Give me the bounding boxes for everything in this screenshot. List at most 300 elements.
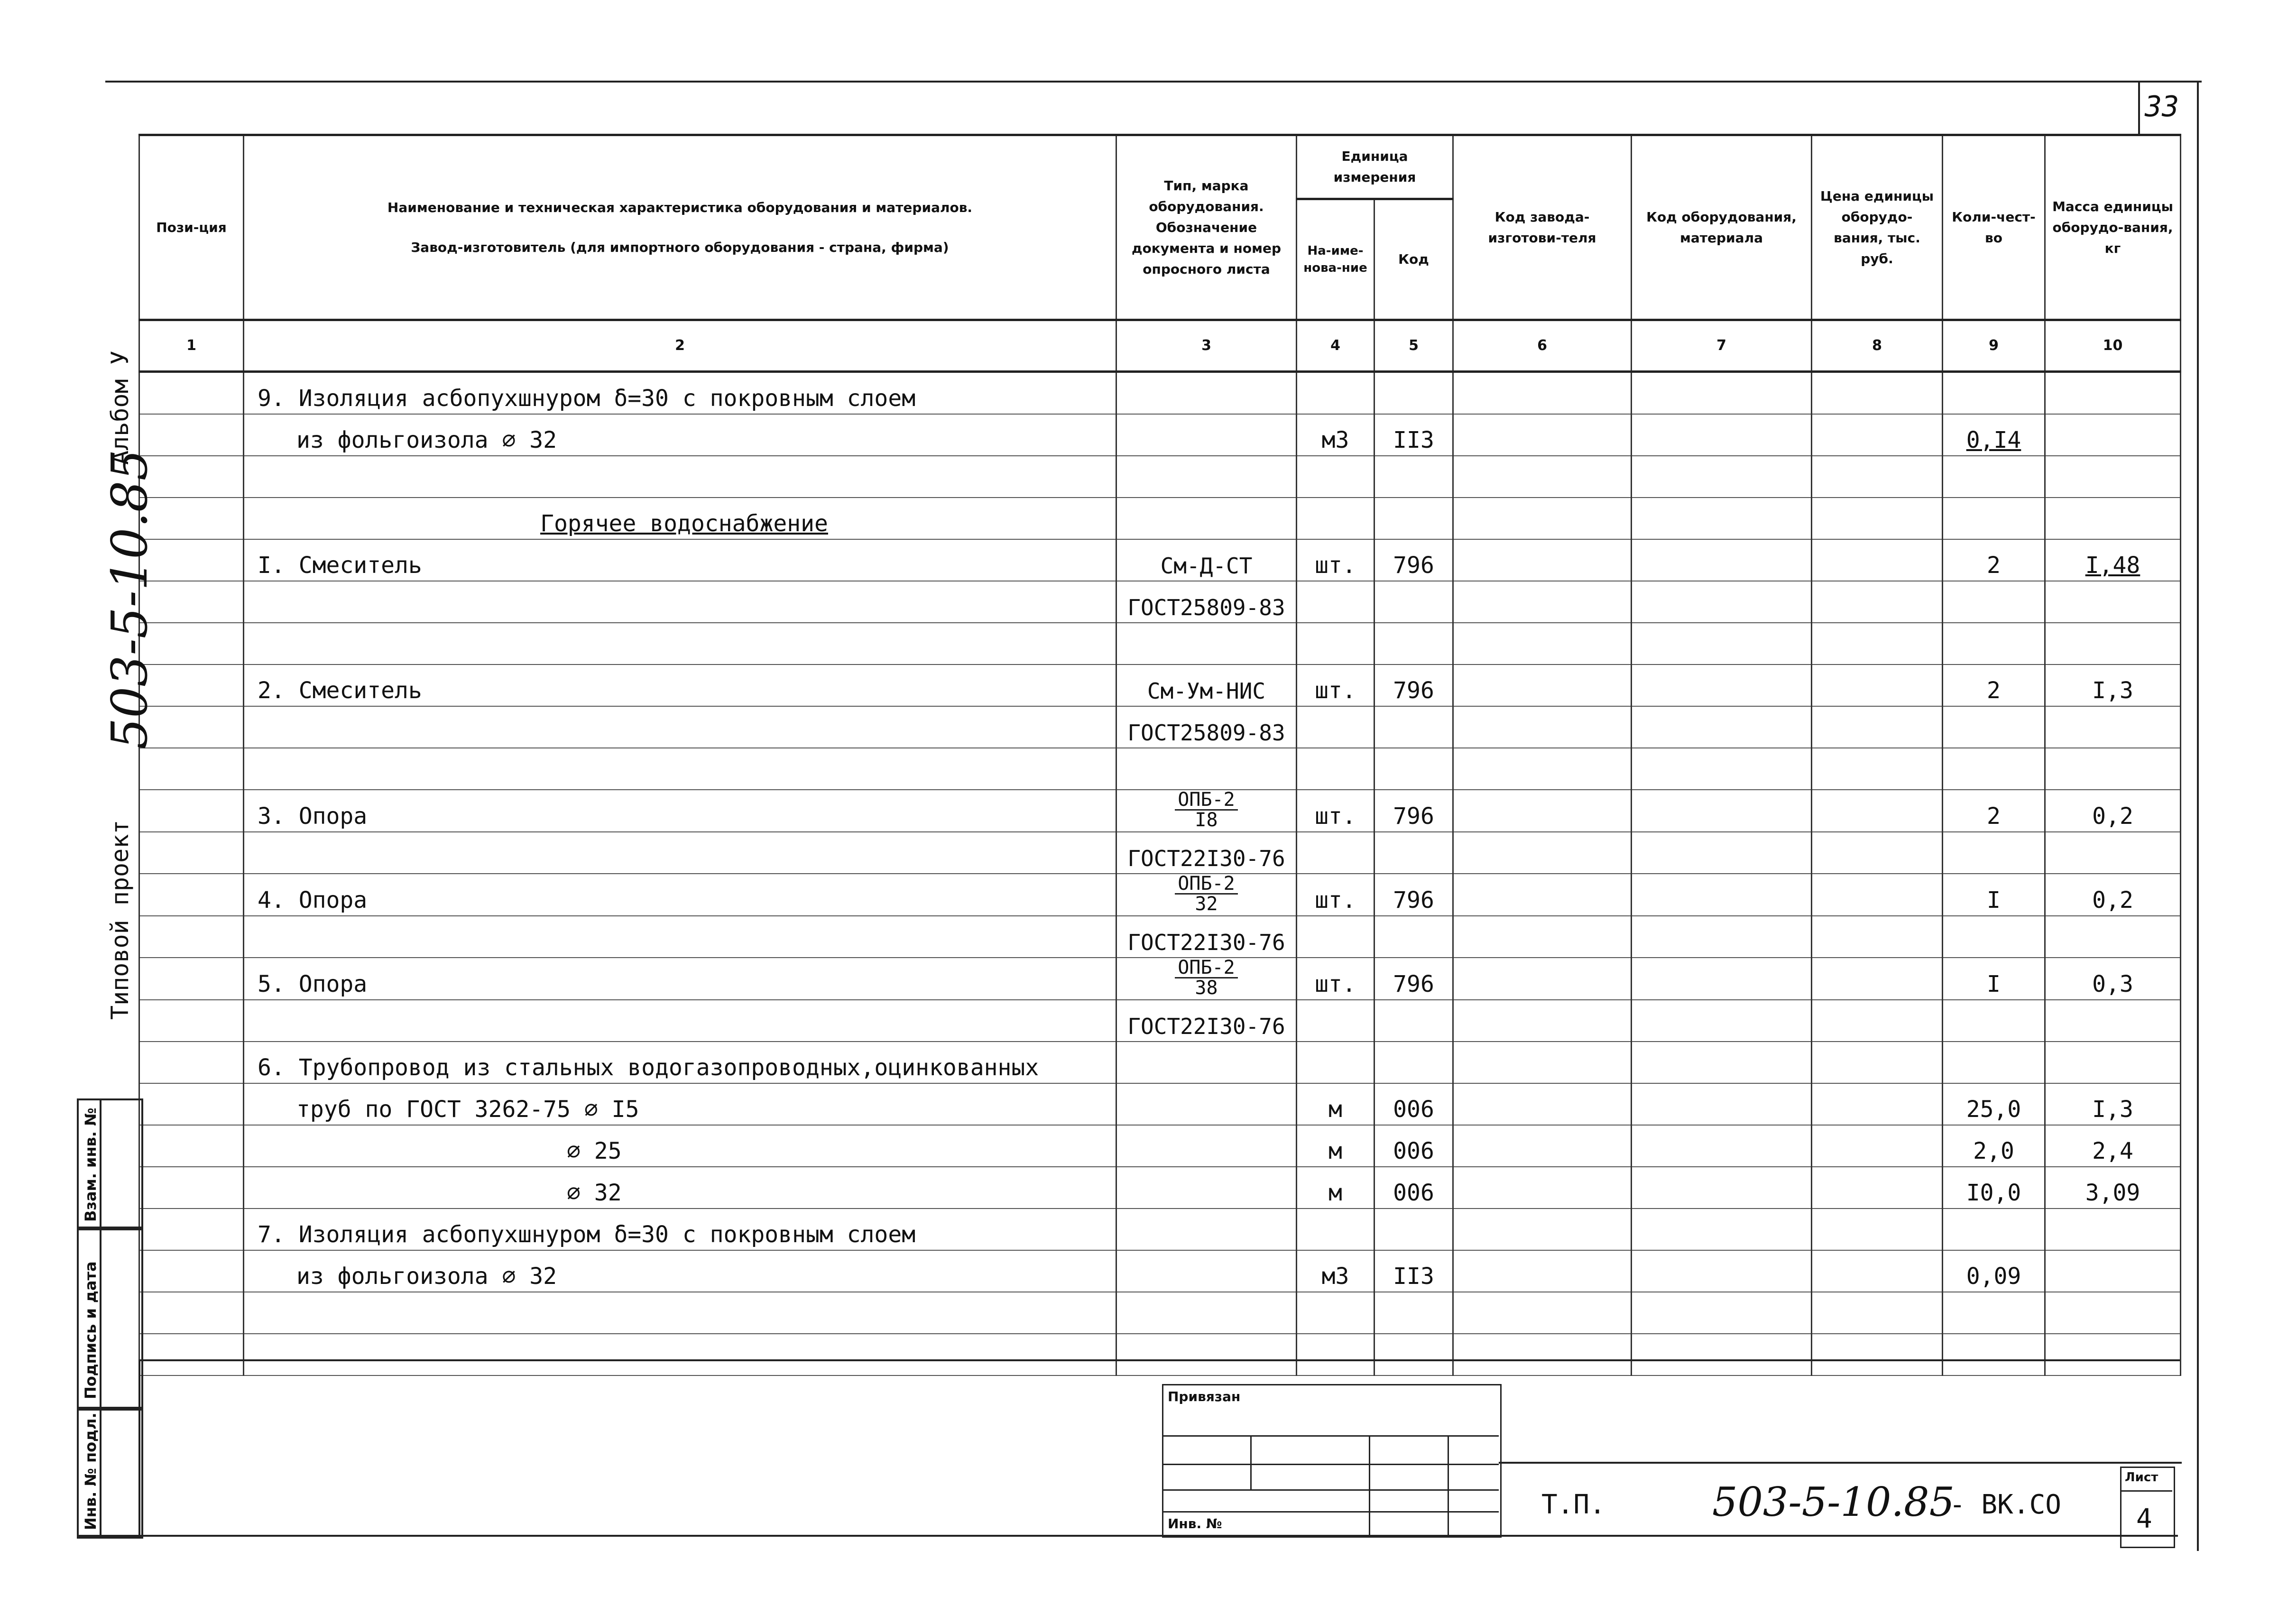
cell-price (1812, 1292, 1943, 1334)
cell-quantity: 0,I4 (1943, 414, 2045, 456)
cell-factory-code (1453, 1209, 1632, 1250)
cell-type: ГОСТ22I30-76 (1116, 916, 1297, 958)
inv-no-label: Инв. № (1168, 1516, 1222, 1532)
cell-factory-code (1453, 1000, 1632, 1042)
cell-price (1812, 748, 1943, 790)
cell-mass (2045, 748, 2181, 790)
cell-position (139, 1334, 244, 1375)
sheet-label: Лист (2125, 1470, 2158, 1485)
cell-type (1116, 874, 1297, 916)
cell-mass (2045, 916, 2181, 958)
colnum-8: 8 (1812, 320, 1943, 372)
cell-name (244, 623, 1116, 664)
cell-quantity (1943, 498, 2045, 539)
cell-name: ∅ 25 (244, 1125, 1116, 1167)
header-mass: Масса единицы оборудо-вания, кг (2045, 135, 2181, 320)
cell-material-code (1632, 1083, 1812, 1125)
table-row (139, 581, 2181, 623)
cell-price (1812, 498, 1943, 539)
cell-factory-code (1453, 706, 1632, 748)
colnum-1: 1 (139, 320, 244, 372)
header-unit-name: На-име-нова-ние (1297, 199, 1374, 320)
cell-position (139, 748, 244, 790)
cell-position (139, 916, 244, 958)
cell-quantity (1943, 748, 2045, 790)
cell-unit-code: II3 (1374, 414, 1453, 456)
cell-quantity: 2 (1943, 664, 2045, 706)
cell-material-code (1632, 1334, 1812, 1375)
cell-type (1116, 1250, 1297, 1292)
header-name-line2: Завод-изготовитель (для импортного оборудования - страна, фирма) (411, 239, 949, 255)
cell-position (139, 1000, 244, 1042)
cell-name (244, 832, 1116, 874)
cell-mass: 2,4 (2045, 1125, 2181, 1167)
cell-factory-code (1453, 539, 1632, 581)
table-row (139, 623, 2181, 664)
corner-sheet-number: 33 (2145, 90, 2179, 123)
corner-sheet-box-line (2138, 81, 2140, 134)
cell-factory-code (1453, 664, 1632, 706)
header-number-row (139, 320, 2181, 372)
cell-name: 7. Изоляция асбопухшнуром δ=30 с покровным слоем (244, 1209, 1116, 1250)
cell-name (244, 581, 1116, 623)
cell-name: из фольгоизола ∅ 32 (244, 1250, 1116, 1292)
cell-position (139, 1250, 244, 1292)
cell-material-code (1632, 1000, 1812, 1042)
table-row (139, 1209, 2181, 1250)
stamp-label-sign-date: Подпись и дата (82, 1261, 100, 1399)
table-row (139, 1250, 2181, 1292)
table-row (139, 1125, 2181, 1167)
cell-quantity (1943, 1042, 2045, 1083)
cell-type (1116, 1083, 1297, 1125)
cell-material-code (1632, 1167, 1812, 1209)
cell-type (1116, 1292, 1297, 1334)
bound-box (1162, 1384, 1502, 1538)
cell-price (1812, 372, 1943, 415)
stamp-label-inv-orig: Инв. № подл. (82, 1412, 100, 1530)
cell-unit (1297, 1000, 1374, 1042)
cell-mass (2045, 498, 2181, 539)
cell-material-code (1632, 748, 1812, 790)
cell-name: 3. Опора (244, 790, 1116, 832)
cell-quantity: I (1943, 958, 2045, 1000)
cell-price (1812, 456, 1943, 498)
cell-unit-code: 006 (1374, 1167, 1453, 1209)
cell-unit-code (1374, 1209, 1453, 1250)
cell-factory-code (1453, 372, 1632, 415)
header-name (244, 135, 1116, 320)
cell-quantity: 25,0 (1943, 1083, 2045, 1125)
cell-position (139, 1083, 244, 1125)
cell-quantity: 2 (1943, 790, 2045, 832)
side-label-project-code: 503-5-10.85 (101, 449, 158, 749)
cell-name: труб по ГОСТ 3262-75 ∅ I5 (244, 1083, 1116, 1125)
cell-unit: шт. (1297, 664, 1374, 706)
header-quantity: Коли-чест-во (1943, 135, 2045, 320)
colnum-2: 2 (244, 320, 1116, 372)
cell-quantity (1943, 1292, 2045, 1334)
cell-unit (1297, 498, 1374, 539)
header-price: Цена единицы оборудо-вания, тыс. руб. (1812, 135, 1943, 320)
table-row (139, 832, 2181, 874)
table-row (139, 456, 2181, 498)
table-row (139, 664, 2181, 706)
stamp-label-replace-inv: Взам. инв. № (82, 1107, 100, 1222)
side-label-typical-project: Типовой проект (106, 820, 134, 1020)
type-fraction-numerator: ОПБ-2 (1175, 874, 1237, 895)
cell-name: 9. Изоляция асбопухшнуром δ=30 с покровным слоем (244, 372, 1116, 415)
cell-unit (1297, 1042, 1374, 1083)
cell-name (244, 1292, 1116, 1334)
header-material-code: Код оборудования, материала (1632, 135, 1812, 320)
cell-type: ГОСТ22I30-76 (1116, 1000, 1297, 1042)
cell-factory-code (1453, 1334, 1632, 1375)
cell-type (1116, 790, 1297, 832)
cell-unit-code (1374, 706, 1453, 748)
cell-material-code (1632, 581, 1812, 623)
cell-price (1812, 1083, 1943, 1125)
cell-price (1812, 623, 1943, 664)
colnum-3: 3 (1116, 320, 1297, 372)
cell-material-code (1632, 1292, 1812, 1334)
cell-material-code (1632, 623, 1812, 664)
cell-factory-code (1453, 790, 1632, 832)
cell-factory-code (1453, 1083, 1632, 1125)
bottom-border-line (77, 1535, 2178, 1537)
cell-unit-code (1374, 456, 1453, 498)
table-row (139, 958, 2181, 1000)
cell-unit (1297, 1209, 1374, 1250)
side-label-album: Альбом У (106, 351, 134, 465)
cell-name: 5. Опора (244, 958, 1116, 1000)
cell-mass: 3,09 (2045, 1167, 2181, 1209)
title-block-left-line (138, 1359, 140, 1536)
cell-type: См-Ум-НИС (1116, 664, 1297, 706)
cell-unit-code: II3 (1374, 1250, 1453, 1292)
table-row (139, 372, 2181, 415)
cell-mass: I,3 (2045, 664, 2181, 706)
type-fraction (1175, 958, 1237, 997)
colnum-5: 5 (1374, 320, 1453, 372)
table-row (139, 1334, 2181, 1375)
specification-body (139, 372, 2181, 1376)
cell-quantity (1943, 916, 2045, 958)
bound-box-col2 (1369, 1435, 1370, 1535)
cell-name: Горячее водоснабжение (244, 498, 1116, 539)
cell-position (139, 832, 244, 874)
cell-factory-code (1453, 1292, 1632, 1334)
cell-factory-code (1453, 456, 1632, 498)
cell-type (1116, 498, 1297, 539)
cell-price (1812, 1209, 1943, 1250)
cell-unit-code: 796 (1374, 790, 1453, 832)
cell-position (139, 1042, 244, 1083)
cell-material-code (1632, 1209, 1812, 1250)
cell-price (1812, 958, 1943, 1000)
cell-name: 2. Смеситель (244, 664, 1116, 706)
cell-quantity: 2,0 (1943, 1125, 2045, 1167)
cell-factory-code (1453, 581, 1632, 623)
cell-unit (1297, 456, 1374, 498)
colnum-4: 4 (1297, 320, 1374, 372)
cell-unit-code: 796 (1374, 958, 1453, 1000)
table-row (139, 498, 2181, 539)
header-unit-group: Единица измерения (1297, 135, 1453, 199)
cell-name: из фольгоизола ∅ 32 (244, 414, 1116, 456)
cell-price (1812, 581, 1943, 623)
cell-unit-code: 006 (1374, 1125, 1453, 1167)
cell-factory-code (1453, 832, 1632, 874)
stamp-divider (100, 1098, 101, 1535)
title-block-mid-line (1499, 1462, 2182, 1464)
cell-unit-code (1374, 832, 1453, 874)
cell-mass (2045, 581, 2181, 623)
cell-factory-code (1453, 958, 1632, 1000)
sheet-box-divider (2120, 1490, 2172, 1492)
cell-position (139, 874, 244, 916)
type-fraction-numerator: ОПБ-2 (1175, 790, 1237, 811)
colnum-7: 7 (1632, 320, 1812, 372)
cell-unit: шт. (1297, 790, 1374, 832)
cell-price (1812, 664, 1943, 706)
type-fraction-denominator: 38 (1195, 977, 1218, 999)
cell-quantity: I0,0 (1943, 1167, 2045, 1209)
cell-name (244, 748, 1116, 790)
cell-unit (1297, 748, 1374, 790)
cell-material-code (1632, 664, 1812, 706)
cell-name (244, 456, 1116, 498)
cell-mass (2045, 832, 2181, 874)
tp-label: Т.П. (1541, 1489, 1605, 1520)
cell-unit: шт. (1297, 958, 1374, 1000)
cell-price (1812, 1250, 1943, 1292)
cell-factory-code (1453, 498, 1632, 539)
cell-position (139, 372, 244, 415)
cell-mass (2045, 414, 2181, 456)
cell-name (244, 916, 1116, 958)
cell-unit: м (1297, 1125, 1374, 1167)
cell-unit-code (1374, 1292, 1453, 1334)
cell-mass (2045, 372, 2181, 415)
type-fraction-denominator: I8 (1195, 809, 1218, 831)
cell-type (1116, 1334, 1297, 1375)
cell-name (244, 1334, 1116, 1375)
cell-type (1116, 456, 1297, 498)
header-type: Тип, марка оборудования. Обозначение документа и номер опросного листа (1116, 135, 1297, 320)
table-row (139, 1000, 2181, 1042)
cell-material-code (1632, 1125, 1812, 1167)
cell-unit (1297, 706, 1374, 748)
cell-quantity (1943, 1334, 2045, 1375)
cell-unit-code: 796 (1374, 874, 1453, 916)
cell-quantity (1943, 581, 2045, 623)
cell-type (1116, 1209, 1297, 1250)
cell-type (1116, 1125, 1297, 1167)
right-border-line (2197, 81, 2199, 1551)
designation: 503-5-10.85 (1712, 1479, 1955, 1525)
cell-type (1116, 1167, 1297, 1209)
cell-unit (1297, 623, 1374, 664)
table-row (139, 1083, 2181, 1125)
cell-price (1812, 916, 1943, 958)
table-row (139, 414, 2181, 456)
cell-unit-code (1374, 1000, 1453, 1042)
cell-material-code (1632, 832, 1812, 874)
cell-price (1812, 414, 1943, 456)
cell-position (139, 1167, 244, 1209)
cell-mass: 0,3 (2045, 958, 2181, 1000)
cell-type: ГОСТ25809-83 (1116, 706, 1297, 748)
table-row (139, 1042, 2181, 1083)
table-row (139, 706, 2181, 748)
cell-factory-code (1453, 874, 1632, 916)
colnum-9: 9 (1943, 320, 2045, 372)
cell-material-code (1632, 1042, 1812, 1083)
title-block-top-line (138, 1359, 2180, 1361)
cell-name (244, 1000, 1116, 1042)
colnum-10: 10 (2045, 320, 2181, 372)
cell-unit-code (1374, 498, 1453, 539)
cell-position (139, 958, 244, 1000)
cell-factory-code (1453, 1125, 1632, 1167)
cell-unit-code: 796 (1374, 664, 1453, 706)
colnum-6: 6 (1453, 320, 1632, 372)
table-row (139, 539, 2181, 581)
header-position: Пози-ция (139, 135, 244, 320)
bound-box-col3 (1448, 1435, 1449, 1535)
cell-position (139, 1125, 244, 1167)
cell-position (139, 1292, 244, 1334)
specification-table (138, 134, 2181, 1376)
cell-name: I. Смеситель (244, 539, 1116, 581)
table-row (139, 916, 2181, 958)
cell-mass: 0,2 (2045, 874, 2181, 916)
cell-factory-code (1453, 748, 1632, 790)
cell-price (1812, 1125, 1943, 1167)
cell-unit-code (1374, 916, 1453, 958)
cell-mass: I,48 (2045, 539, 2181, 581)
cell-name (244, 706, 1116, 748)
cell-mass (2045, 706, 2181, 748)
cell-price (1812, 706, 1943, 748)
cell-unit-code (1374, 1334, 1453, 1375)
cell-mass (2045, 1334, 2181, 1375)
cell-unit: м3 (1297, 414, 1374, 456)
cell-factory-code (1453, 916, 1632, 958)
cell-position (139, 1209, 244, 1250)
table-row (139, 874, 2181, 916)
cell-material-code (1632, 456, 1812, 498)
cell-quantity (1943, 1209, 2045, 1250)
header-row (139, 135, 2181, 199)
cell-quantity: 0,09 (1943, 1250, 2045, 1292)
cell-quantity: I (1943, 874, 2045, 916)
cell-unit-code (1374, 623, 1453, 664)
cell-unit (1297, 916, 1374, 958)
cell-price (1812, 539, 1943, 581)
cell-unit: м (1297, 1167, 1374, 1209)
bound-label: Привязан (1168, 1389, 1241, 1404)
type-fraction-numerator: ОПБ-2 (1175, 958, 1237, 978)
cell-price (1812, 1167, 1943, 1209)
cell-material-code (1632, 414, 1812, 456)
cell-factory-code (1453, 1042, 1632, 1083)
top-border-line (105, 81, 2202, 83)
cell-unit-code (1374, 748, 1453, 790)
cell-factory-code (1453, 623, 1632, 664)
cell-type (1116, 372, 1297, 415)
cell-price (1812, 1042, 1943, 1083)
table-row (139, 790, 2181, 832)
cell-unit (1297, 832, 1374, 874)
cell-material-code (1632, 874, 1812, 916)
type-fraction (1175, 790, 1237, 830)
table-row (139, 748, 2181, 790)
cell-unit-code: 796 (1374, 539, 1453, 581)
cell-type (1116, 958, 1297, 1000)
cell-unit: шт. (1297, 874, 1374, 916)
cell-position (139, 790, 244, 832)
cell-unit (1297, 372, 1374, 415)
cell-unit: шт. (1297, 539, 1374, 581)
cell-quantity (1943, 1000, 2045, 1042)
cell-unit-code: 006 (1374, 1083, 1453, 1125)
cell-mass (2045, 456, 2181, 498)
cell-type (1116, 623, 1297, 664)
header-name-line1: Наименование и техническая характеристика оборудования и материалов. (387, 199, 973, 215)
cell-name: 4. Опора (244, 874, 1116, 916)
cell-quantity (1943, 832, 2045, 874)
cell-price (1812, 1334, 1943, 1375)
table-row (139, 1292, 2181, 1334)
cell-unit-code (1374, 1042, 1453, 1083)
cell-material-code (1632, 706, 1812, 748)
cell-price (1812, 832, 1943, 874)
cell-unit-code (1374, 372, 1453, 415)
cell-unit (1297, 581, 1374, 623)
designation-suffix: - ВК.СО (1949, 1489, 2062, 1520)
cell-mass (2045, 1042, 2181, 1083)
cell-unit (1297, 1292, 1374, 1334)
cell-price (1812, 874, 1943, 916)
cell-quantity (1943, 706, 2045, 748)
cell-mass: I,3 (2045, 1083, 2181, 1125)
cell-name: 6. Трубопровод из стальных водогазопроводных,оцинкованных (244, 1042, 1116, 1083)
cell-quantity: 2 (1943, 539, 2045, 581)
cell-factory-code (1453, 414, 1632, 456)
cell-material-code (1632, 498, 1812, 539)
cell-material-code (1632, 916, 1812, 958)
cell-mass (2045, 1000, 2181, 1042)
header-factory-code: Код завода-изготови-теля (1453, 135, 1632, 320)
cell-quantity (1943, 372, 2045, 415)
cell-type (1116, 414, 1297, 456)
cell-type: ГОСТ22I30-76 (1116, 832, 1297, 874)
cell-type (1116, 748, 1297, 790)
cell-type: ГОСТ25809-83 (1116, 581, 1297, 623)
cell-mass (2045, 1250, 2181, 1292)
cell-material-code (1632, 790, 1812, 832)
cell-unit: м3 (1297, 1250, 1374, 1292)
cell-material-code (1632, 958, 1812, 1000)
cell-factory-code (1453, 1167, 1632, 1209)
cell-mass (2045, 1292, 2181, 1334)
cell-price (1812, 1000, 1943, 1042)
cell-mass (2045, 1209, 2181, 1250)
cell-unit: м (1297, 1083, 1374, 1125)
cell-quantity (1943, 623, 2045, 664)
